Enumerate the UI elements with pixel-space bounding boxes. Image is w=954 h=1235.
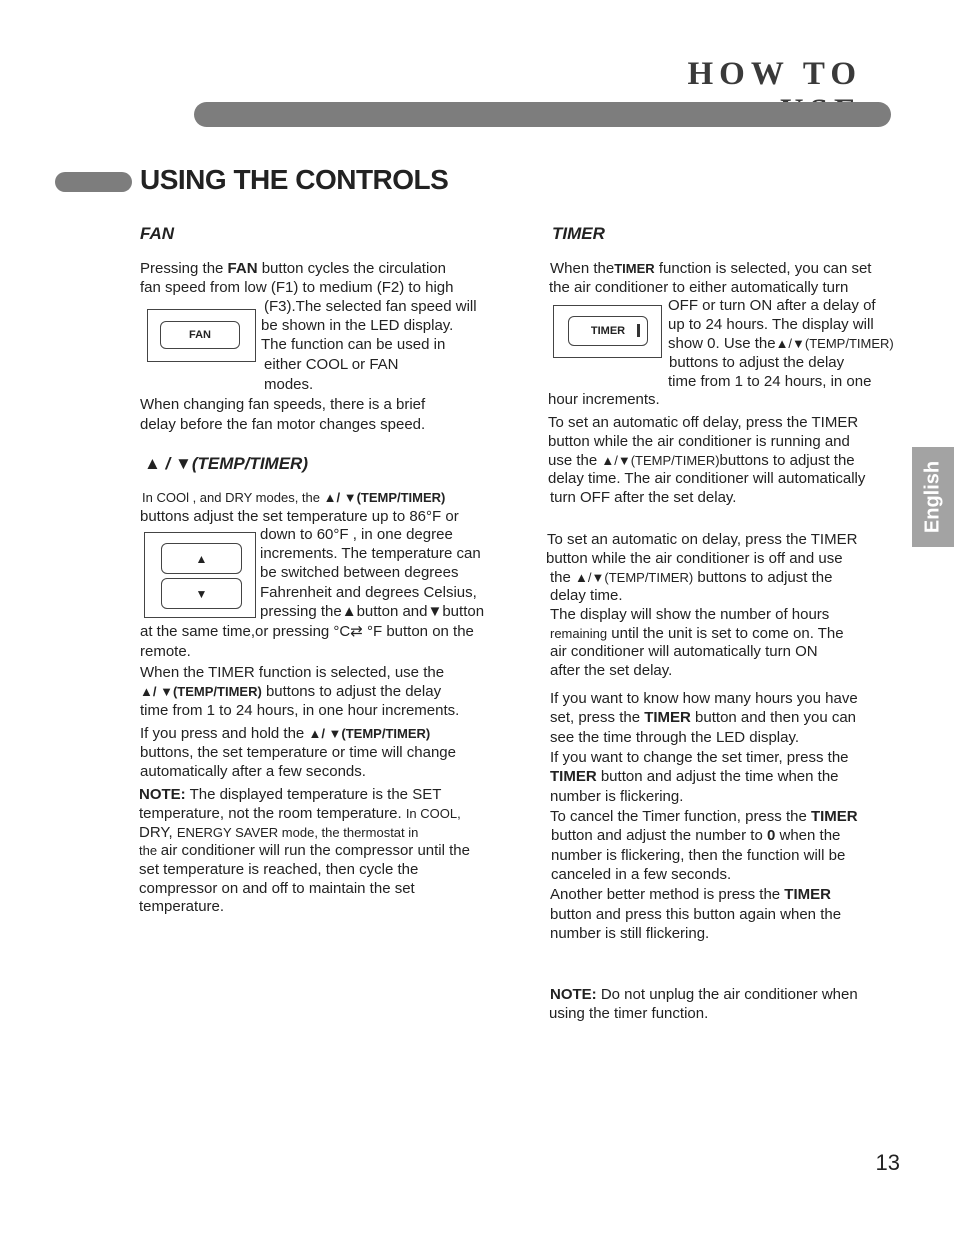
temp-note-1: NOTE: The displayed temperature is the SET: [139, 786, 442, 803]
timer-cancel-3: number is flickering, then the function will be: [551, 847, 846, 864]
temp-text-1: In COOl , and DRY modes, the ▲/ ▼(TEMP/TIMER): [142, 490, 446, 505]
section-title: USING THE CONTROLS: [140, 164, 449, 195]
temp-text-10: When the TIMER function is selected, use the: [140, 664, 445, 681]
fan-text-3: (F3).The selected fan speed will: [264, 298, 477, 315]
timer-off-1: To set an automatic off delay, press the TIMER: [548, 414, 859, 431]
down-arrow-icon: ▼: [427, 603, 443, 620]
down-arrow-icon: ▼: [195, 586, 208, 601]
timer-on-2: button while the air conditioner is off and use: [546, 550, 843, 567]
temp-text-3: down to 60°F , in one degree: [260, 526, 453, 543]
temp-text-7: pressing the▲button and▼button: [260, 603, 485, 620]
fan-text-2: fan speed from low (F1) to medium (F2) to high: [140, 279, 454, 296]
temp-text-8: at the same time,or pressing °C⇄ °F button on the: [140, 623, 474, 640]
language-tab: [912, 447, 954, 547]
temp-heading: ▲ / ▼(TEMP/TIMER): [144, 454, 308, 473]
temp-text-15: automatically after a few seconds.: [140, 763, 366, 780]
temp-note-7: temperature.: [139, 898, 225, 915]
temp-text-5: be switched between degrees: [260, 564, 459, 581]
timer-note-1: NOTE: Do not unplug the air conditioner when: [550, 986, 858, 1003]
timer-text-8: hour increments.: [548, 391, 660, 408]
timer-know-4: If you want to change the set timer, press the: [550, 749, 849, 766]
timer-off-3: use the ▲/▼(TEMP/TIMER)buttons to adjust the: [548, 452, 855, 469]
up-arrow-icon: ▲: [341, 603, 357, 620]
page-number: 13: [875, 1150, 900, 1175]
timer-off-2: button while the air conditioner is running and: [548, 433, 850, 450]
timer-know-1: If you want to know how many hours you have: [550, 690, 858, 707]
timer-led-indicator: [637, 324, 640, 337]
timer-off-5: turn OFF after the set delay.: [550, 489, 737, 506]
temp-note-6: compressor on and off to maintain the set: [139, 880, 415, 897]
timer-text-2: the air conditioner to either automatically turn: [549, 279, 849, 296]
fan-heading: FAN: [140, 224, 174, 243]
temp-buttons-illustration: [144, 532, 256, 618]
timer-text-7: time from 1 to 24 hours, in one: [668, 373, 872, 390]
timer-on-1: To set an automatic on delay, press the TIMER: [547, 531, 858, 548]
timer-cancel-4: canceled in a few seconds.: [551, 866, 732, 883]
timer-cancel-7: number is still flickering.: [550, 925, 710, 942]
timer-know-5: TIMER button and adjust the time when the: [550, 768, 839, 785]
timer-text-6: buttons to adjust the delay: [669, 354, 845, 371]
timer-note-2: using the timer function.: [549, 1005, 709, 1022]
fan-text-9: delay before the fan motor changes speed.: [140, 416, 426, 433]
temp-note-4: the air conditioner will run the compressor until the: [139, 842, 470, 859]
down-button: [161, 578, 242, 609]
timer-on-7: air conditioner will automatically turn ON: [550, 643, 818, 660]
timer-cancel-6: button and press this button again when the: [550, 906, 842, 923]
timer-heading: TIMER: [552, 224, 605, 243]
timer-text-1: When theTIMER function is selected, you can set: [550, 260, 872, 277]
header-title: HOW TO: [687, 56, 862, 92]
timer-button: TIMER: [568, 316, 648, 346]
temp-note-3: DRY, ENERGY SAVER mode, the thermostat in: [139, 824, 419, 841]
section-pill: [55, 172, 132, 192]
temp-text-4: increments. The temperature can: [260, 545, 481, 562]
language-tab-label: English: [921, 460, 944, 534]
header-bar: [194, 102, 891, 127]
fan-text-1: Pressing the FAN button cycles the circulation: [140, 260, 446, 277]
up-arrow-icon: ▲: [195, 551, 208, 566]
timer-cancel-5: Another better method is press the TIMER: [550, 886, 831, 903]
timer-on-6: remaining until the unit is set to come on. The: [550, 625, 844, 642]
temp-note-5: set temperature is reached, then cycle the: [139, 861, 419, 878]
fan-text-8: When changing fan speeds, there is a brief: [140, 396, 426, 413]
timer-on-5: The display will show the number of hours: [550, 606, 830, 623]
timer-cancel-2: button and adjust the number to 0 when the: [551, 827, 841, 844]
fan-button-illustration: [147, 309, 256, 362]
fan-text-4: be shown in the LED display.: [261, 317, 454, 334]
fan-button: FAN: [160, 321, 240, 349]
up-button: [161, 543, 242, 574]
timer-button-illustration: [553, 305, 662, 358]
timer-text-4: up to 24 hours. The display will: [668, 316, 874, 333]
timer-know-3: see the time through the LED display.: [550, 729, 800, 746]
fan-text-6: either COOL or FAN: [264, 356, 399, 373]
temp-text-14: buttons, the set temperature or time will change: [140, 744, 456, 761]
temp-text-6: Fahrenheit and degrees Celsius,: [260, 584, 477, 601]
temp-text-11: ▲/ ▼(TEMP/TIMER) buttons to adjust the delay: [140, 683, 442, 700]
temp-text-2: buttons adjust the set temperature up to 86°F or: [140, 508, 459, 525]
fan-text-5: The function can be used in: [261, 336, 446, 353]
swap-arrows-icon: ⇄: [350, 623, 363, 640]
timer-off-4: delay time. The air conditioner will automatically: [548, 470, 866, 487]
temp-text-13: If you press and hold the ▲/ ▼(TEMP/TIMER): [140, 725, 431, 742]
timer-on-4: delay time.: [550, 587, 623, 604]
timer-on-3: the ▲/▼(TEMP/TIMER) buttons to adjust the: [550, 569, 833, 586]
fan-text-7: modes.: [264, 376, 314, 393]
timer-cancel-1: To cancel the Timer function, press the TIMER: [550, 808, 858, 825]
timer-know-6: number is flickering.: [550, 788, 684, 805]
timer-know-2: set, press the TIMER button and then you can: [550, 709, 857, 726]
temp-text-12: time from 1 to 24 hours, in one hour increments.: [140, 702, 460, 719]
timer-on-8: after the set delay.: [550, 662, 673, 679]
temp-note-2: temperature, not the room temperature. In COOL,: [139, 805, 461, 822]
timer-text-3: OFF or turn ON after a delay of: [668, 297, 876, 314]
timer-text-5: show 0. Use the▲/▼(TEMP/TIMER): [668, 335, 894, 352]
temp-text-9: remote.: [140, 643, 191, 660]
